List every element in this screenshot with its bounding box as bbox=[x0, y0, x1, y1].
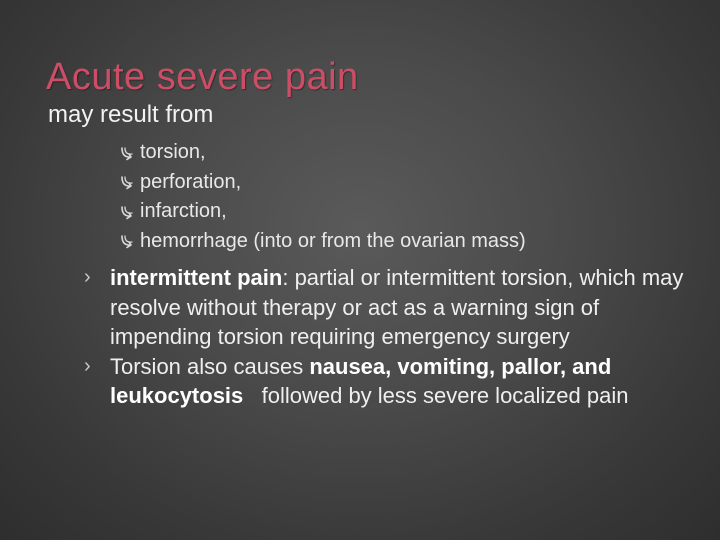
hook-arrow-icon bbox=[119, 203, 139, 221]
chevron-right-icon: › bbox=[84, 266, 91, 288]
sub-bullet-text: infarction, bbox=[140, 200, 227, 223]
list-item bbox=[119, 168, 526, 198]
sub-bullet-list bbox=[119, 138, 526, 256]
hook-arrow-icon bbox=[119, 144, 139, 162]
main-bullet-list bbox=[84, 263, 684, 411]
bullet-text: : partial or intermittent torsion, which may resolve without therapy or act as a warning sign of impending torsion requiring emergency surgery bbox=[110, 265, 684, 349]
list-item bbox=[119, 138, 526, 168]
slide-subtitle: may result from bbox=[48, 101, 214, 128]
list-item bbox=[84, 352, 684, 411]
sub-bullet-text: torsion, bbox=[140, 141, 206, 164]
list-item bbox=[119, 227, 526, 257]
bullet-bold-text: nausea, vomiting, pallor, and leukocytosis bbox=[110, 353, 612, 408]
chevron-right-icon: › bbox=[84, 354, 91, 377]
sub-bullet-text: hemorrhage (into or from the ovarian mass) bbox=[140, 229, 526, 252]
list-item bbox=[84, 263, 684, 352]
bullet-text: followed by less severe localized pain bbox=[243, 383, 629, 408]
bullet-text: Torsion also causes bbox=[110, 353, 310, 379]
hook-arrow-icon bbox=[119, 173, 139, 191]
sub-bullet-text: perforation, bbox=[140, 170, 242, 193]
bullet-bold-lead: intermittent pain bbox=[110, 265, 283, 290]
slide-title: Acute severe pain bbox=[46, 56, 359, 98]
list-item bbox=[119, 197, 526, 227]
hook-arrow-icon bbox=[119, 232, 139, 250]
